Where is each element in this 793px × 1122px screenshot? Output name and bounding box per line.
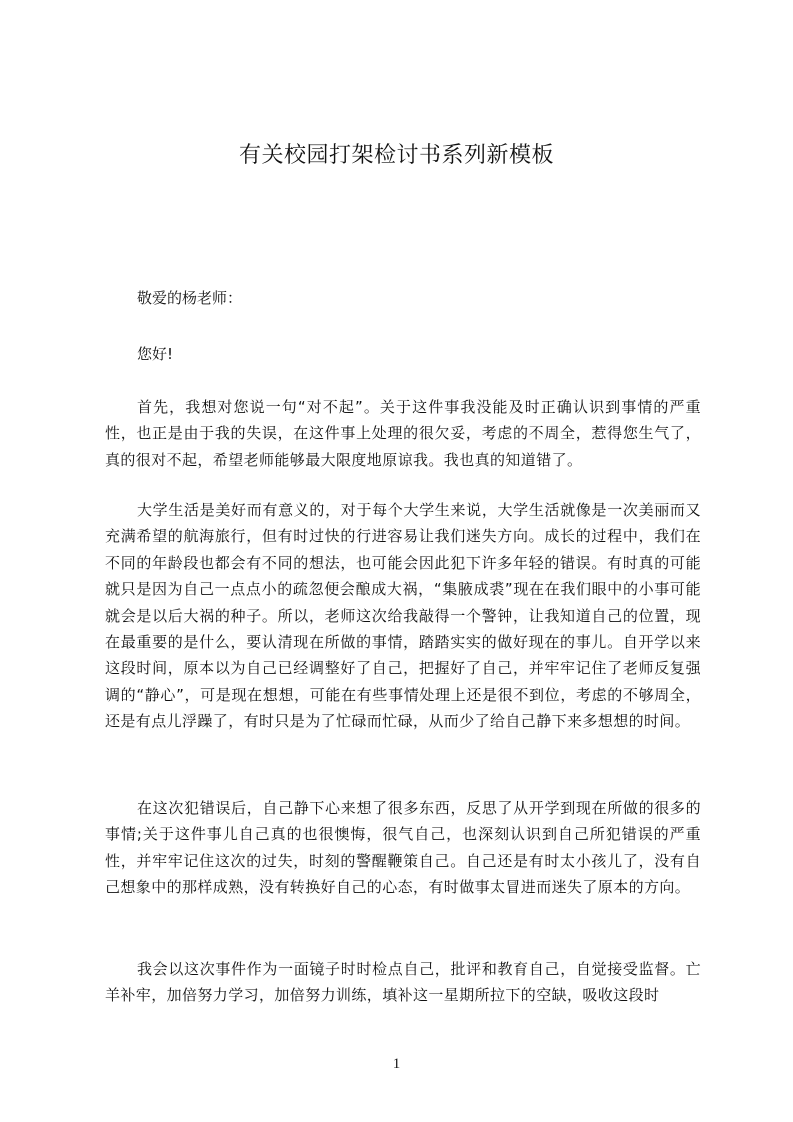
page-number: 1 [392,1056,401,1072]
hello-line: 您好! [137,345,174,363]
greeting: 敬爱的杨老师： [137,289,243,307]
paragraph-reflection: 在这次犯错误后，自己静下心来想了很多东西，反思了从开学到现在所做的很多的事情;关于这件事儿自己真的也很懊悔，很气自己，也深刻认识到自己所犯错误的严重性，并牢牢记住这次的过失，时刻的警醒鞭策自己。自己还是有时太小孩儿了，没有自己想象中的那样成熟，没有转换好自己的心态，有时做事太冒进而迷失了原本的方向。 [105,799,701,897]
paragraph-commitment: 我会以这次事件作为一面镜子时时检点自己，批评和教育自己，自觉接受监督。亡羊补牢，加倍努力学习，加倍努力训练，填补这一星期所拉下的空缺，吸收这段时 [105,960,701,1005]
paragraph-apology: 首先，我想对您说一句“对不起”。关于这件事我没能及时正确认识到事情的严重性，也正是由于我的失误，在这件事上处理的很欠妥，考虑的不周全，惹得您生气了，真的很对不起，希望老师能够最大限度地原谅我。我也真的知道错了。 [105,398,701,469]
document-title: 有关校园打架检讨书系列新模板 [238,143,554,168]
paragraph-college-life: 大学生活是美好而有意义的，对于每个大学生来说，大学生活就像是一次美丽而又充满希望的航海旅行，但有时过快的行进容易让我们迷失方向。成长的过程中，我们在不同的年龄段也都会有不同的想法，也可能会因此犯下许多年轻的错误。有时真的可能就只是因为自己一点点小的疏忽便会酿成大祸，“集腋成裘”现在在我们眼中的小事可能就会是以后大祸的种子。所以，老师这次给我敲得一个警钟，让我知道自己的位置，现在最重要的是什么，要认清现在所做的事情，踏踏实实的做好现在的事儿。自开学以来这段时间，原本以为自己已经调整好了自己，把握好了自己，并牢牢记住了老师反复强调的“静心”，可是现在想想，可能在有些事情处理上还是很不到位，考虑的不够周全，还是有点儿浮躁了，有时只是为了忙碌而忙碌，从而少了给自己静下来多想想的时间。 [105,501,701,731]
